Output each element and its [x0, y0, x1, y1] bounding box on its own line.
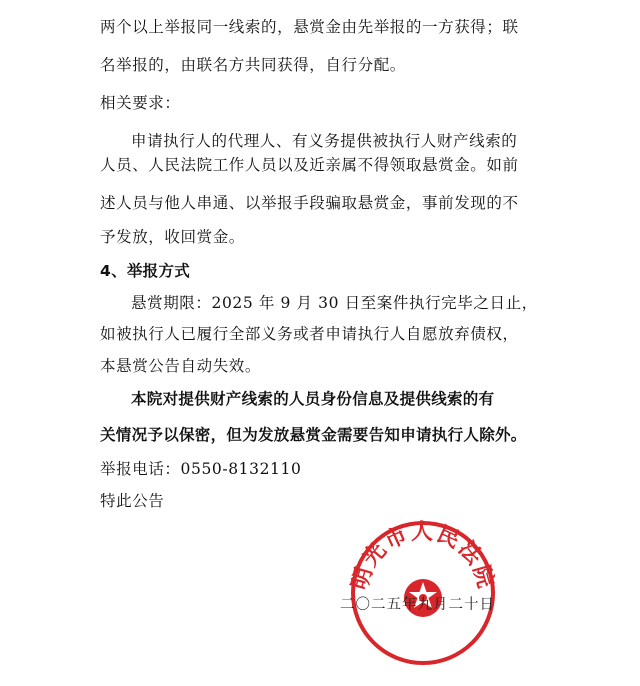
document-date: 二〇二五年九月二十日: [340, 597, 495, 613]
section4-heading: 4、举报方式: [100, 262, 191, 280]
closing-text: 特此公告: [100, 492, 165, 510]
phone-line: [100, 459, 301, 479]
para3-line1: 悬赏期限：2025 年 9 月 30 日至案件执行完毕之日止，: [131, 294, 538, 312]
para2-line3: 述人员与他人串通、以举报手段骗取悬赏金，事前发现的不: [100, 194, 519, 212]
para2-line4: 予发放，收回赏金。: [100, 228, 245, 246]
para3-line3: 本悬赏公告自动失效。: [100, 357, 262, 375]
bold-para-line1: 本院对提供财产线索的人员身份信息及提供线索的有: [131, 390, 495, 408]
para1-line1: 两个以上举报同一线索的，悬赏金由先举报的一方获得；联: [100, 18, 519, 36]
para3-line2: 如被执行人已履行全部义务或者申请执行人自愿放弃债权，: [100, 325, 519, 343]
phone-number: 0550-8132110: [180, 460, 302, 478]
para1-line2: 名举报的，由联名方共同获得，自行分配。: [100, 56, 406, 74]
para2-line1: 申请执行人的代理人、有义务提供被执行人财产线索的: [131, 132, 518, 150]
para2-line2: 人员、人民法院工作人员以及近亲属不得领取悬赏金。如前: [100, 156, 519, 174]
bold-para-line2: 关情况予以保密，但为发放悬赏金需要告知申请执行人除外。: [100, 426, 527, 444]
phone-label: 举报电话：: [100, 460, 181, 478]
requirements-heading: 相关要求：: [100, 94, 181, 112]
seal-text: 明光市人民法院: [348, 519, 498, 593]
